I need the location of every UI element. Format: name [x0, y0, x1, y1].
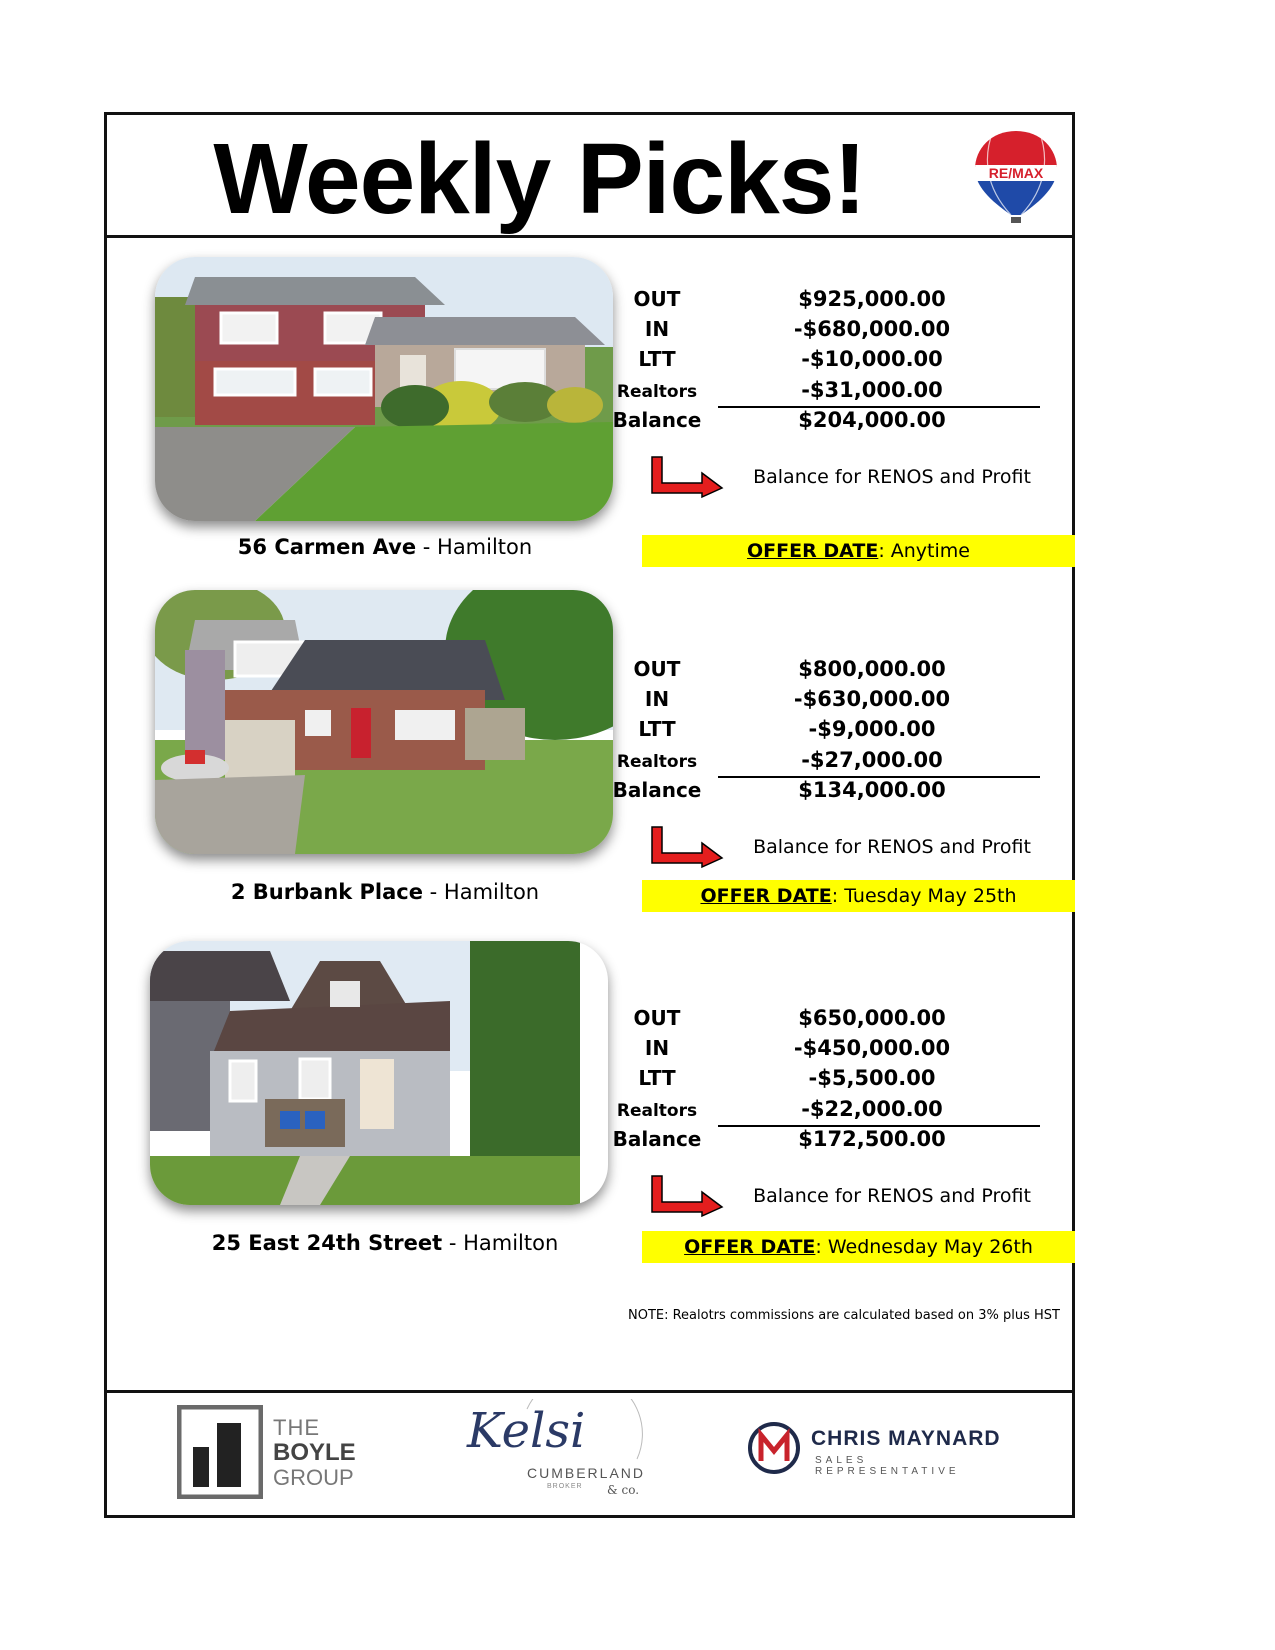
calc-label: OUT	[633, 1006, 681, 1030]
remax-logo-text: RE/MAX	[988, 165, 1044, 181]
remax-balloon-logo	[973, 127, 1059, 227]
offer-date-value: Tuesday May 25th	[838, 885, 1017, 907]
red-arrow-icon	[650, 825, 724, 869]
calc-label: Realtors	[616, 752, 698, 772]
offer-date-banner	[642, 1231, 1075, 1263]
calc-row-out	[612, 657, 1042, 689]
calc-value: -$680,000.00	[793, 317, 951, 341]
calc-label: Balance	[612, 408, 702, 432]
calc-row-in	[612, 687, 1042, 719]
deal-calculation	[612, 620, 1042, 890]
calc-value: $172,500.00	[798, 1127, 946, 1151]
deal-calculation	[612, 971, 1042, 1241]
calc-label: IN	[644, 317, 670, 341]
listing-address	[155, 1231, 615, 1255]
calc-value: -$9,000.00	[808, 717, 936, 741]
address-street: 56 Carmen Ave	[237, 535, 417, 559]
calc-label: Realtors	[616, 382, 698, 402]
boyle-line2: BOYLE	[273, 1439, 356, 1466]
calc-row-balance	[612, 778, 1042, 810]
calc-value: $925,000.00	[798, 287, 946, 311]
listing-card	[107, 590, 1072, 920]
calc-value: -$450,000.00	[793, 1036, 951, 1060]
house-photo	[155, 257, 613, 521]
calc-label: LTT	[638, 717, 676, 741]
calc-value: -$31,000.00	[801, 378, 943, 402]
offer-date-banner	[642, 535, 1075, 567]
calc-label: OUT	[633, 657, 681, 681]
calc-label: LTT	[638, 347, 676, 371]
offer-date-sep: :	[815, 1236, 822, 1258]
red-arrow-icon	[650, 455, 724, 499]
calc-row-ltt	[612, 717, 1042, 749]
balance-note: Balance for RENOS and Profit	[753, 1185, 1031, 1207]
address-city: - Hamilton	[423, 880, 540, 904]
kelsi-name: CUMBERLAND	[527, 1465, 646, 1481]
offer-date-value: Wednesday May 26th	[821, 1236, 1033, 1258]
flyer-frame	[104, 112, 1075, 1518]
calc-label: Realtors	[616, 1101, 698, 1121]
listing-address	[155, 535, 615, 559]
offer-date-sep: :	[878, 540, 885, 562]
calc-label: OUT	[633, 287, 681, 311]
calc-row-balance	[612, 1127, 1042, 1159]
boyle-group-logo	[177, 1405, 377, 1501]
listing-address	[155, 880, 615, 904]
address-street: 25 East 24th Street	[211, 1231, 443, 1255]
maynard-name: CHRIS MAYNARD	[811, 1427, 1001, 1450]
address-street: 2 Burbank Place	[230, 880, 423, 904]
calc-value: -$10,000.00	[801, 347, 943, 371]
listing-card	[107, 255, 1072, 585]
deal-calculation	[612, 255, 1042, 525]
calc-value: -$27,000.00	[801, 748, 943, 772]
page-title: Weekly Picks!	[213, 123, 866, 235]
offer-date-key: OFFER DATE	[747, 540, 879, 562]
calc-value: $800,000.00	[798, 657, 946, 681]
offer-date-value: Anytime	[884, 540, 970, 562]
boyle-line3: GROUP	[273, 1465, 354, 1490]
calc-value: $204,000.00	[798, 408, 946, 432]
calc-row-ltt	[612, 347, 1042, 379]
address-city: - Hamilton	[442, 1231, 559, 1255]
red-arrow-icon	[650, 1174, 724, 1218]
calc-value: -$630,000.00	[793, 687, 951, 711]
offer-date-key: OFFER DATE	[684, 1236, 816, 1258]
calc-value: $134,000.00	[798, 778, 946, 802]
calc-value: -$5,500.00	[808, 1066, 936, 1090]
calc-row-out	[612, 287, 1042, 319]
calc-row-out	[612, 1006, 1042, 1038]
kelsi-script: Kelsi	[467, 1403, 586, 1459]
commission-note: NOTE: Realotrs commissions are calculated based on 3% plus HST	[627, 1308, 1060, 1323]
balance-note: Balance for RENOS and Profit	[753, 836, 1031, 858]
calc-label: Balance	[612, 1127, 702, 1151]
offer-date-sep: :	[831, 885, 839, 907]
bar-chart-icon	[177, 1405, 263, 1499]
calc-value: -$22,000.00	[801, 1097, 943, 1121]
calc-label: Balance	[612, 778, 702, 802]
calc-label: LTT	[638, 1066, 676, 1090]
balance-note: Balance for RENOS and Profit	[753, 466, 1031, 488]
address-city: - Hamilton	[416, 535, 533, 559]
kelsi-cumberland-logo	[457, 1399, 667, 1509]
listing-card	[107, 941, 1072, 1271]
offer-date-banner	[642, 880, 1075, 912]
boyle-line1: THE	[273, 1415, 320, 1440]
header	[107, 115, 1072, 238]
maynard-monogram-icon	[747, 1421, 801, 1475]
calc-label: IN	[644, 1036, 670, 1060]
offer-date-key: OFFER DATE	[700, 885, 832, 907]
calc-row-balance	[612, 408, 1042, 440]
house-photo	[155, 590, 613, 854]
calc-label: IN	[644, 687, 670, 711]
calc-row-ltt	[612, 1066, 1042, 1098]
chris-maynard-logo	[747, 1421, 1007, 1481]
calc-value: $650,000.00	[798, 1006, 946, 1030]
footer-logos	[107, 1390, 1072, 1515]
house-photo	[150, 941, 608, 1205]
maynard-title: SALES REPRESENTATIVE	[815, 1455, 960, 1477]
calc-row-in	[612, 1036, 1042, 1068]
kelsi-role: BROKER	[547, 1483, 583, 1490]
calc-row-in	[612, 317, 1042, 349]
kelsi-co: & co.	[607, 1483, 640, 1497]
